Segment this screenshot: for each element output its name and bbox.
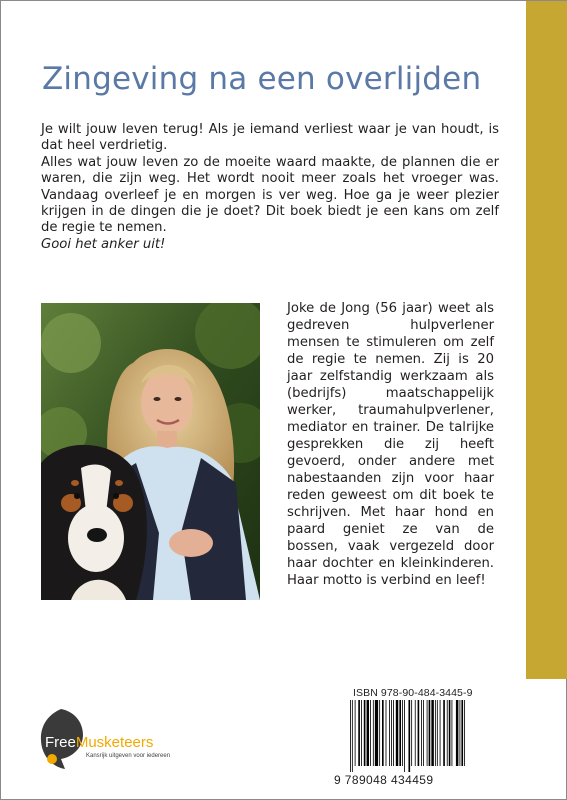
barcode-bar xyxy=(391,700,392,766)
barcode-bar xyxy=(404,700,405,772)
barcode-bar xyxy=(364,700,366,766)
barcode-bar xyxy=(367,700,369,766)
barcode-bar xyxy=(452,700,453,766)
barcode-bar xyxy=(355,700,356,766)
barcode-bar xyxy=(427,700,428,766)
barcode-bar xyxy=(352,700,353,772)
barcode-bar xyxy=(429,700,431,766)
barcode-bar xyxy=(435,700,436,766)
barcode-bar xyxy=(440,700,441,766)
barcode-bar xyxy=(461,700,463,766)
barcode-bar xyxy=(379,700,380,766)
barcode-bar xyxy=(443,700,445,766)
barcode-bar xyxy=(408,700,410,772)
barcode-bar xyxy=(460,700,461,766)
barcode-bar xyxy=(402,700,403,766)
barcode-bar xyxy=(361,700,362,766)
barcode-bar xyxy=(415,700,416,766)
publisher-name-part2: Musketeers xyxy=(75,734,154,751)
barcode-digits: 9 789048 434459 xyxy=(334,773,434,787)
intro-text xyxy=(41,122,499,253)
publisher-name-part1: Free xyxy=(45,734,76,751)
author-bio: Joke de Jong (56 jaar) weet als gedreven hulpverlener mensen te stimuleren om zelf de regie te nemen. Zij is 20 jaar zelfstandig werkzaam als (bedrijfs) maatschappelijk werker, traumahulpverlener, mediator en trainer. De talrijke gesprekken die zij heeft gevoerd, onder andere met nabestaanden zijn voor haar reden geweest om dit boek te schrijven. Met haar hond en paard geniet ze van de bossen, vaak vergezeld door haar dochter en kleinkinderen. Haar motto is verbind en leef! xyxy=(287,301,494,588)
barcode-bar xyxy=(393,700,394,766)
barcode-bar xyxy=(437,700,438,766)
barcode-bar xyxy=(396,700,398,766)
barcode-bar xyxy=(447,700,448,766)
barcode-bar xyxy=(449,700,451,766)
barcode-bar xyxy=(418,700,420,766)
barcode-bar xyxy=(375,700,378,766)
barcode-bar xyxy=(350,700,351,772)
barcode-bar xyxy=(386,700,387,766)
book-title: Zingeving na een overlijden xyxy=(42,61,482,97)
barcode-bar xyxy=(464,700,465,766)
barcode-bar xyxy=(411,700,412,766)
publisher-name xyxy=(45,734,153,751)
barcode-bar xyxy=(456,700,458,766)
intro-paragraph-2: Alles wat jouw leven zo de moeite waard maakte, de plannen die er waren, die zijn weg. Het wordt nooit meer zoals het vroeger was. Vandaag overleef je en morgen is ver weg. Hoe ga je weer plezier krijgen in de dingen die je doet? Dit boek biedt je een kans om zelf de regie te nemen. xyxy=(41,154,499,236)
barcode-bar xyxy=(370,700,371,766)
spine-color-band xyxy=(526,1,567,679)
barcode-bar xyxy=(421,700,422,766)
publisher-slogan: Kansrijk uitgeven voor iedereen xyxy=(86,753,171,759)
barcode-bar xyxy=(399,700,401,766)
intro-paragraph-1: Je wilt jouw leven terug! Als je iemand verliest waar je van houdt, is dat heel verdrietig. xyxy=(41,122,499,154)
barcode-bar xyxy=(358,700,360,766)
barcode xyxy=(348,700,480,772)
barcode-bar xyxy=(373,700,374,766)
tagline: Gooi het anker uit! xyxy=(41,236,166,252)
barcode-bar xyxy=(423,700,424,766)
author-photo xyxy=(41,303,260,600)
barcode-bar xyxy=(382,700,384,766)
barcode-bar xyxy=(431,700,433,766)
barcode-bar xyxy=(389,700,390,766)
isbn-label: ISBN 978-90-484-3445-9 xyxy=(353,687,473,699)
